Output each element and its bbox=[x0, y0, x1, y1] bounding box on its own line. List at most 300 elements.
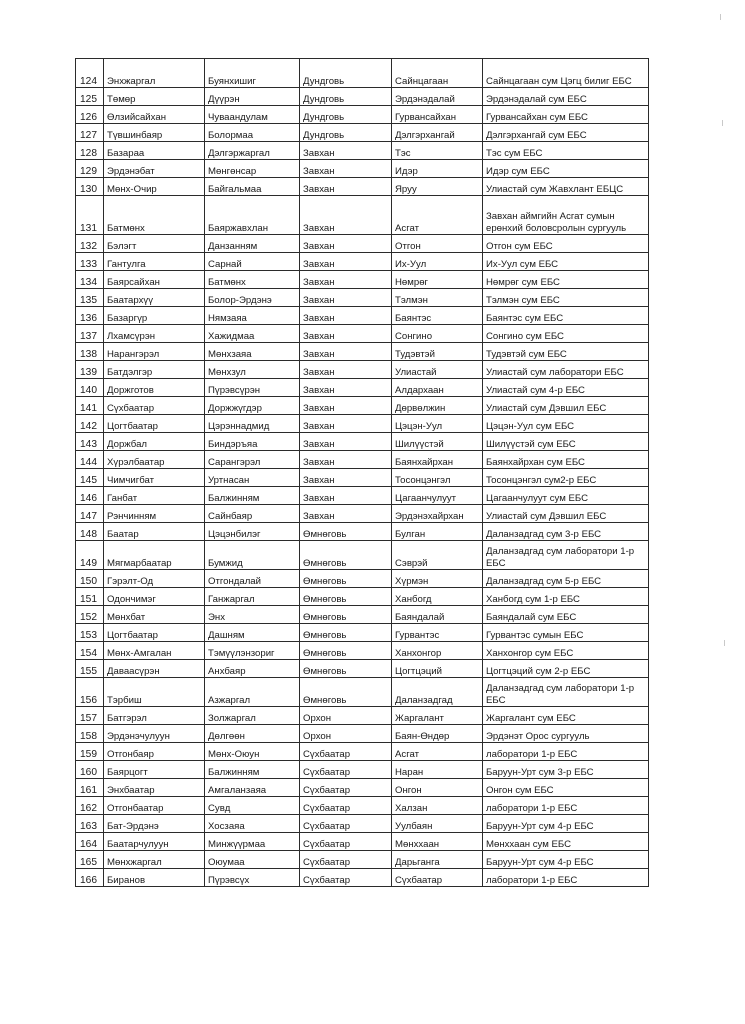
last-name-cell: Цэцэнбилэг bbox=[205, 523, 300, 541]
soum-cell: Алдархаан bbox=[392, 379, 483, 397]
first-name-cell: Ганбат bbox=[104, 487, 205, 505]
table-row bbox=[76, 606, 649, 624]
row-number-cell: 157 bbox=[76, 707, 104, 725]
table-row bbox=[76, 289, 649, 307]
school-cell: Идэр сум ЕБС bbox=[483, 160, 649, 178]
row-number-cell: 131 bbox=[76, 196, 104, 235]
table-row bbox=[76, 361, 649, 379]
province-cell: Завхан bbox=[300, 271, 392, 289]
province-cell: Завхан bbox=[300, 397, 392, 415]
row-number-cell: 143 bbox=[76, 433, 104, 451]
province-cell: Завхан bbox=[300, 307, 392, 325]
first-name-cell: Энхбаатар bbox=[104, 779, 205, 797]
soum-cell: Мөнххаан bbox=[392, 833, 483, 851]
table-row bbox=[76, 570, 649, 588]
last-name-cell: Отгондалай bbox=[205, 570, 300, 588]
row-number-cell: 155 bbox=[76, 660, 104, 678]
table-row bbox=[76, 196, 649, 235]
school-cell: Гурвансайхан сум ЕБС bbox=[483, 106, 649, 124]
first-name-cell: Доржбал bbox=[104, 433, 205, 451]
roster-table bbox=[75, 58, 649, 887]
first-name-cell: Биранов bbox=[104, 869, 205, 887]
table-row bbox=[76, 433, 649, 451]
row-number-cell: 132 bbox=[76, 235, 104, 253]
row-number-cell: 138 bbox=[76, 343, 104, 361]
last-name-cell: Тэмүүлэнзориг bbox=[205, 642, 300, 660]
table-row bbox=[76, 343, 649, 361]
province-cell: Өмнөговь bbox=[300, 541, 392, 570]
last-name-cell: Ганжаргал bbox=[205, 588, 300, 606]
first-name-cell: Рэнчинням bbox=[104, 505, 205, 523]
first-name-cell: Баатар bbox=[104, 523, 205, 541]
last-name-cell: Балжинням bbox=[205, 487, 300, 505]
school-cell: Улиастай сум лаборатори ЕБС bbox=[483, 361, 649, 379]
first-name-cell: Бат-Эрдэнэ bbox=[104, 815, 205, 833]
province-cell: Завхан bbox=[300, 433, 392, 451]
soum-cell: Тэлмэн bbox=[392, 289, 483, 307]
school-cell: Баруун-Урт сум 4-р ЕБС bbox=[483, 851, 649, 869]
table-row bbox=[76, 325, 649, 343]
last-name-cell: Сарнай bbox=[205, 253, 300, 271]
row-number-cell: 153 bbox=[76, 624, 104, 642]
table-row bbox=[76, 160, 649, 178]
soum-cell: Яруу bbox=[392, 178, 483, 196]
province-cell: Өмнөговь bbox=[300, 642, 392, 660]
province-cell: Сүхбаатар bbox=[300, 833, 392, 851]
soum-cell: Баян-Өндөр bbox=[392, 725, 483, 743]
soum-cell: Ханбогд bbox=[392, 588, 483, 606]
table-row bbox=[76, 523, 649, 541]
soum-cell: Нөмрөг bbox=[392, 271, 483, 289]
first-name-cell: Мөнх-Амгалан bbox=[104, 642, 205, 660]
school-cell: Тэлмэн сум ЕБС bbox=[483, 289, 649, 307]
province-cell: Сүхбаатар bbox=[300, 815, 392, 833]
province-cell: Завхан bbox=[300, 379, 392, 397]
province-cell: Завхан bbox=[300, 178, 392, 196]
school-cell: Тосонцэнгэл сум2-р ЕБС bbox=[483, 469, 649, 487]
first-name-cell: Тэрбиш bbox=[104, 678, 205, 707]
soum-cell: Наран bbox=[392, 761, 483, 779]
province-cell: Сүхбаатар bbox=[300, 743, 392, 761]
province-cell: Өмнөговь bbox=[300, 588, 392, 606]
table-row bbox=[76, 707, 649, 725]
last-name-cell: Нямзаяа bbox=[205, 307, 300, 325]
row-number-cell: 165 bbox=[76, 851, 104, 869]
school-cell: Жаргалант сум ЕБС bbox=[483, 707, 649, 725]
row-number-cell: 163 bbox=[76, 815, 104, 833]
soum-cell: Сүхбаатар bbox=[392, 869, 483, 887]
row-number-cell: 125 bbox=[76, 88, 104, 106]
first-name-cell: Чимчигбат bbox=[104, 469, 205, 487]
last-name-cell: Баяржавхлан bbox=[205, 196, 300, 235]
row-number-cell: 147 bbox=[76, 505, 104, 523]
province-cell: Завхан bbox=[300, 253, 392, 271]
soum-cell: Баянхайрхан bbox=[392, 451, 483, 469]
province-cell: Завхан bbox=[300, 451, 392, 469]
table-row bbox=[76, 178, 649, 196]
row-number-cell: 161 bbox=[76, 779, 104, 797]
first-name-cell: Даваасүрэн bbox=[104, 660, 205, 678]
province-cell: Завхан bbox=[300, 160, 392, 178]
soum-cell: Идэр bbox=[392, 160, 483, 178]
row-number-cell: 154 bbox=[76, 642, 104, 660]
table-row bbox=[76, 124, 649, 142]
soum-cell: Тосонцэнгэл bbox=[392, 469, 483, 487]
first-name-cell: Төмөр bbox=[104, 88, 205, 106]
row-number-cell: 164 bbox=[76, 833, 104, 851]
table-row bbox=[76, 660, 649, 678]
first-name-cell: Гэрэлт-Од bbox=[104, 570, 205, 588]
last-name-cell: Чуваандулам bbox=[205, 106, 300, 124]
table-row bbox=[76, 379, 649, 397]
first-name-cell: Баярцогт bbox=[104, 761, 205, 779]
province-cell: Өмнөговь bbox=[300, 678, 392, 707]
row-number-cell: 135 bbox=[76, 289, 104, 307]
province-cell: Завхан bbox=[300, 487, 392, 505]
school-cell: Сайнцагаан сум Цэгц билиг ЕБС bbox=[483, 59, 649, 88]
last-name-cell: Сайнбаяр bbox=[205, 505, 300, 523]
table-row bbox=[76, 815, 649, 833]
last-name-cell: Данзанням bbox=[205, 235, 300, 253]
province-cell: Завхан bbox=[300, 343, 392, 361]
row-number-cell: 145 bbox=[76, 469, 104, 487]
last-name-cell: Сувд bbox=[205, 797, 300, 815]
soum-cell: Жаргалант bbox=[392, 707, 483, 725]
table-row bbox=[76, 487, 649, 505]
last-name-cell: Доржжүгдэр bbox=[205, 397, 300, 415]
school-cell: Улиастай сум Дэвшил ЕБС bbox=[483, 397, 649, 415]
province-cell: Завхан bbox=[300, 196, 392, 235]
school-cell: Онгон сум ЕБС bbox=[483, 779, 649, 797]
last-name-cell: Золжаргал bbox=[205, 707, 300, 725]
row-number-cell: 133 bbox=[76, 253, 104, 271]
last-name-cell: Мөнгөнсар bbox=[205, 160, 300, 178]
table-row bbox=[76, 88, 649, 106]
table-row bbox=[76, 678, 649, 707]
row-number-cell: 150 bbox=[76, 570, 104, 588]
table-row bbox=[76, 833, 649, 851]
last-name-cell: Дөлгөөн bbox=[205, 725, 300, 743]
first-name-cell: Хүрэлбаатар bbox=[104, 451, 205, 469]
soum-cell: Сайнцагаан bbox=[392, 59, 483, 88]
first-name-cell: Сүхбаатар bbox=[104, 397, 205, 415]
row-number-cell: 159 bbox=[76, 743, 104, 761]
soum-cell: Асгат bbox=[392, 743, 483, 761]
last-name-cell: Цэрэннадмид bbox=[205, 415, 300, 433]
row-number-cell: 146 bbox=[76, 487, 104, 505]
first-name-cell: Отгонбаяр bbox=[104, 743, 205, 761]
soum-cell: Баянтэс bbox=[392, 307, 483, 325]
province-cell: Сүхбаатар bbox=[300, 761, 392, 779]
last-name-cell: Хосзаяа bbox=[205, 815, 300, 833]
soum-cell: Цэцэн-Уул bbox=[392, 415, 483, 433]
row-number-cell: 151 bbox=[76, 588, 104, 606]
school-cell: Даланзадгад сум 3-р ЕБС bbox=[483, 523, 649, 541]
last-name-cell: Мөнхзул bbox=[205, 361, 300, 379]
table-row bbox=[76, 451, 649, 469]
school-cell: Баянхайрхан сум ЕБС bbox=[483, 451, 649, 469]
soum-cell: Их-Уул bbox=[392, 253, 483, 271]
row-number-cell: 158 bbox=[76, 725, 104, 743]
school-cell: Баянтэс сум ЕБС bbox=[483, 307, 649, 325]
school-cell: Цэцэн-Уул сум ЕБС bbox=[483, 415, 649, 433]
soum-cell: Отгон bbox=[392, 235, 483, 253]
last-name-cell: Мөнх-Оюун bbox=[205, 743, 300, 761]
table-row bbox=[76, 624, 649, 642]
school-cell: лаборатори 1-р ЕБС bbox=[483, 797, 649, 815]
school-cell: Отгон сум ЕБС bbox=[483, 235, 649, 253]
soum-cell: Ханхонгор bbox=[392, 642, 483, 660]
row-number-cell: 156 bbox=[76, 678, 104, 707]
first-name-cell: Өлзийсайхан bbox=[104, 106, 205, 124]
first-name-cell: Баатарчулуун bbox=[104, 833, 205, 851]
last-name-cell: Анхбаяр bbox=[205, 660, 300, 678]
soum-cell: Сонгино bbox=[392, 325, 483, 343]
first-name-cell: Мөнхбат bbox=[104, 606, 205, 624]
school-cell: Тудэвтэй сум ЕБС bbox=[483, 343, 649, 361]
row-number-cell: 152 bbox=[76, 606, 104, 624]
row-number-cell: 129 bbox=[76, 160, 104, 178]
soum-cell: Цагаанчулуут bbox=[392, 487, 483, 505]
province-cell: Завхан bbox=[300, 361, 392, 379]
school-cell: Шилүүстэй сум ЕБС bbox=[483, 433, 649, 451]
last-name-cell: Пүрэвсүрэн bbox=[205, 379, 300, 397]
table-row bbox=[76, 642, 649, 660]
soum-cell: Хүрмэн bbox=[392, 570, 483, 588]
last-name-cell: Дашням bbox=[205, 624, 300, 642]
first-name-cell: Баатархүү bbox=[104, 289, 205, 307]
last-name-cell: Болормаа bbox=[205, 124, 300, 142]
scan-mark bbox=[720, 14, 721, 20]
school-cell: Тэс сум ЕБС bbox=[483, 142, 649, 160]
school-cell: Улиастай сум Жавхлант ЕБЦС bbox=[483, 178, 649, 196]
row-number-cell: 160 bbox=[76, 761, 104, 779]
soum-cell: Улиастай bbox=[392, 361, 483, 379]
roster-body bbox=[76, 59, 649, 887]
province-cell: Завхан bbox=[300, 505, 392, 523]
soum-cell: Эрдэнэхайрхан bbox=[392, 505, 483, 523]
province-cell: Дундговь bbox=[300, 124, 392, 142]
province-cell: Сүхбаатар bbox=[300, 869, 392, 887]
soum-cell: Дөрвөлжин bbox=[392, 397, 483, 415]
province-cell: Завхан bbox=[300, 235, 392, 253]
first-name-cell: Мягмарбаатар bbox=[104, 541, 205, 570]
province-cell: Сүхбаатар bbox=[300, 779, 392, 797]
school-cell: Завхан аймгийн Асгат сумын ерөнхий боловсролын сургууль bbox=[483, 196, 649, 235]
last-name-cell: Буянхишиг bbox=[205, 59, 300, 88]
table-row bbox=[76, 779, 649, 797]
school-cell: Сонгино сум ЕБС bbox=[483, 325, 649, 343]
province-cell: Орхон bbox=[300, 725, 392, 743]
table-row bbox=[76, 869, 649, 887]
soum-cell: Онгон bbox=[392, 779, 483, 797]
first-name-cell: Базаргүр bbox=[104, 307, 205, 325]
row-number-cell: 127 bbox=[76, 124, 104, 142]
scan-mark bbox=[722, 120, 723, 126]
school-cell: Цогтцэций сум 2-р ЕБС bbox=[483, 660, 649, 678]
soum-cell: Баяндалай bbox=[392, 606, 483, 624]
province-cell: Завхан bbox=[300, 469, 392, 487]
soum-cell: Дэлгэрхангай bbox=[392, 124, 483, 142]
province-cell: Өмнөговь bbox=[300, 606, 392, 624]
first-name-cell: Бэлэгт bbox=[104, 235, 205, 253]
province-cell: Завхан bbox=[300, 415, 392, 433]
province-cell: Дундговь bbox=[300, 59, 392, 88]
first-name-cell: Батдэлгэр bbox=[104, 361, 205, 379]
soum-cell: Халзан bbox=[392, 797, 483, 815]
last-name-cell: Минжүүрмаа bbox=[205, 833, 300, 851]
last-name-cell: Оюумаа bbox=[205, 851, 300, 869]
soum-cell: Дарьганга bbox=[392, 851, 483, 869]
row-number-cell: 139 bbox=[76, 361, 104, 379]
first-name-cell: Батмөнх bbox=[104, 196, 205, 235]
last-name-cell: Азжаргал bbox=[205, 678, 300, 707]
province-cell: Өмнөговь bbox=[300, 660, 392, 678]
school-cell: Мөнххаан сум ЕБС bbox=[483, 833, 649, 851]
row-number-cell: 140 bbox=[76, 379, 104, 397]
province-cell: Өмнөговь bbox=[300, 570, 392, 588]
table-row bbox=[76, 59, 649, 88]
row-number-cell: 126 bbox=[76, 106, 104, 124]
school-cell: Эрдэнэдалай сум ЕБС bbox=[483, 88, 649, 106]
school-cell: лаборатори 1-р ЕБС bbox=[483, 869, 649, 887]
school-cell: Улиастай сум 4-р ЕБС bbox=[483, 379, 649, 397]
row-number-cell: 130 bbox=[76, 178, 104, 196]
table-row bbox=[76, 851, 649, 869]
first-name-cell: Энхжаргал bbox=[104, 59, 205, 88]
first-name-cell: Доржготов bbox=[104, 379, 205, 397]
table-row bbox=[76, 271, 649, 289]
soum-cell: Тудэвтэй bbox=[392, 343, 483, 361]
table-row bbox=[76, 725, 649, 743]
table-row bbox=[76, 142, 649, 160]
row-number-cell: 128 bbox=[76, 142, 104, 160]
first-name-cell: Эрдэнэчулуун bbox=[104, 725, 205, 743]
soum-cell: Уулбаян bbox=[392, 815, 483, 833]
school-cell: Их-Уул сум ЕБС bbox=[483, 253, 649, 271]
soum-cell: Асгат bbox=[392, 196, 483, 235]
first-name-cell: Нарангэрэл bbox=[104, 343, 205, 361]
row-number-cell: 166 bbox=[76, 869, 104, 887]
first-name-cell: Гантулга bbox=[104, 253, 205, 271]
soum-cell: Гурвансайхан bbox=[392, 106, 483, 124]
last-name-cell: Байгальмаа bbox=[205, 178, 300, 196]
soum-cell: Цогтцэций bbox=[392, 660, 483, 678]
table-row bbox=[76, 307, 649, 325]
soum-cell: Эрдэнэдалай bbox=[392, 88, 483, 106]
school-cell: Цагаанчулуут сум ЕБС bbox=[483, 487, 649, 505]
last-name-cell: Уртнасан bbox=[205, 469, 300, 487]
scan-mark bbox=[724, 640, 725, 646]
table-row bbox=[76, 415, 649, 433]
first-name-cell: Цогтбаатар bbox=[104, 415, 205, 433]
last-name-cell: Пүрэвсүх bbox=[205, 869, 300, 887]
row-number-cell: 148 bbox=[76, 523, 104, 541]
school-cell: Даланзадгад сум 5-р ЕБС bbox=[483, 570, 649, 588]
school-cell: Баруун-Урт сум 4-р ЕБС bbox=[483, 815, 649, 833]
province-cell: Орхон bbox=[300, 707, 392, 725]
row-number-cell: 136 bbox=[76, 307, 104, 325]
row-number-cell: 162 bbox=[76, 797, 104, 815]
table-row bbox=[76, 253, 649, 271]
last-name-cell: Энх bbox=[205, 606, 300, 624]
first-name-cell: Мөнх-Очир bbox=[104, 178, 205, 196]
province-cell: Өмнөговь bbox=[300, 624, 392, 642]
school-cell: Баяндалай сум ЕБС bbox=[483, 606, 649, 624]
row-number-cell: 134 bbox=[76, 271, 104, 289]
first-name-cell: Түвшинбаяр bbox=[104, 124, 205, 142]
province-cell: Дундговь bbox=[300, 88, 392, 106]
last-name-cell: Биндэръяа bbox=[205, 433, 300, 451]
soum-cell: Шилүүстэй bbox=[392, 433, 483, 451]
last-name-cell: Дэлгэржаргал bbox=[205, 142, 300, 160]
first-name-cell: Отгонбаатар bbox=[104, 797, 205, 815]
last-name-cell: Хажидмаа bbox=[205, 325, 300, 343]
school-cell: Ханхонгор сум ЕБС bbox=[483, 642, 649, 660]
table-row bbox=[76, 235, 649, 253]
last-name-cell: Бумжид bbox=[205, 541, 300, 570]
school-cell: Ханбогд сум 1-р ЕБС bbox=[483, 588, 649, 606]
school-cell: Гурвантэс сумын ЕБС bbox=[483, 624, 649, 642]
row-number-cell: 144 bbox=[76, 451, 104, 469]
table-row bbox=[76, 797, 649, 815]
first-name-cell: Цогтбаатар bbox=[104, 624, 205, 642]
first-name-cell: Мөнхжаргал bbox=[104, 851, 205, 869]
last-name-cell: Амгаланзаяа bbox=[205, 779, 300, 797]
province-cell: Завхан bbox=[300, 142, 392, 160]
row-number-cell: 142 bbox=[76, 415, 104, 433]
school-cell: лаборатори 1-р ЕБС bbox=[483, 743, 649, 761]
soum-cell: Булган bbox=[392, 523, 483, 541]
last-name-cell: Балжинням bbox=[205, 761, 300, 779]
row-number-cell: 137 bbox=[76, 325, 104, 343]
school-cell: Даланзадгад сум лаборатори 1-р ЕБС bbox=[483, 678, 649, 707]
table-row bbox=[76, 743, 649, 761]
soum-cell: Даланзадгад bbox=[392, 678, 483, 707]
table-row bbox=[76, 588, 649, 606]
school-cell: Улиастай сум Дэвшил ЕБС bbox=[483, 505, 649, 523]
province-cell: Завхан bbox=[300, 289, 392, 307]
school-cell: Дэлгэрхангай сум ЕБС bbox=[483, 124, 649, 142]
last-name-cell: Дүүрэн bbox=[205, 88, 300, 106]
soum-cell: Тэс bbox=[392, 142, 483, 160]
soum-cell: Гурвантэс bbox=[392, 624, 483, 642]
school-cell: Эрдэнэт Орос сургууль bbox=[483, 725, 649, 743]
first-name-cell: Базараа bbox=[104, 142, 205, 160]
first-name-cell: Лхамсүрэн bbox=[104, 325, 205, 343]
first-name-cell: Батгэрэл bbox=[104, 707, 205, 725]
table-row bbox=[76, 397, 649, 415]
table-row bbox=[76, 469, 649, 487]
school-cell: Баруун-Урт сум 3-р ЕБС bbox=[483, 761, 649, 779]
last-name-cell: Батмөнх bbox=[205, 271, 300, 289]
school-cell: Даланзадгад сум лаборатори 1-р ЕБС bbox=[483, 541, 649, 570]
first-name-cell: Баярсайхан bbox=[104, 271, 205, 289]
first-name-cell: Одончимэг bbox=[104, 588, 205, 606]
province-cell: Сүхбаатар bbox=[300, 797, 392, 815]
province-cell: Өмнөговь bbox=[300, 523, 392, 541]
province-cell: Дундговь bbox=[300, 106, 392, 124]
table-row bbox=[76, 761, 649, 779]
row-number-cell: 141 bbox=[76, 397, 104, 415]
province-cell: Сүхбаатар bbox=[300, 851, 392, 869]
row-number-cell: 124 bbox=[76, 59, 104, 88]
school-cell: Нөмрөг сум ЕБС bbox=[483, 271, 649, 289]
row-number-cell: 149 bbox=[76, 541, 104, 570]
table-row bbox=[76, 541, 649, 570]
table-row bbox=[76, 505, 649, 523]
table-row bbox=[76, 106, 649, 124]
